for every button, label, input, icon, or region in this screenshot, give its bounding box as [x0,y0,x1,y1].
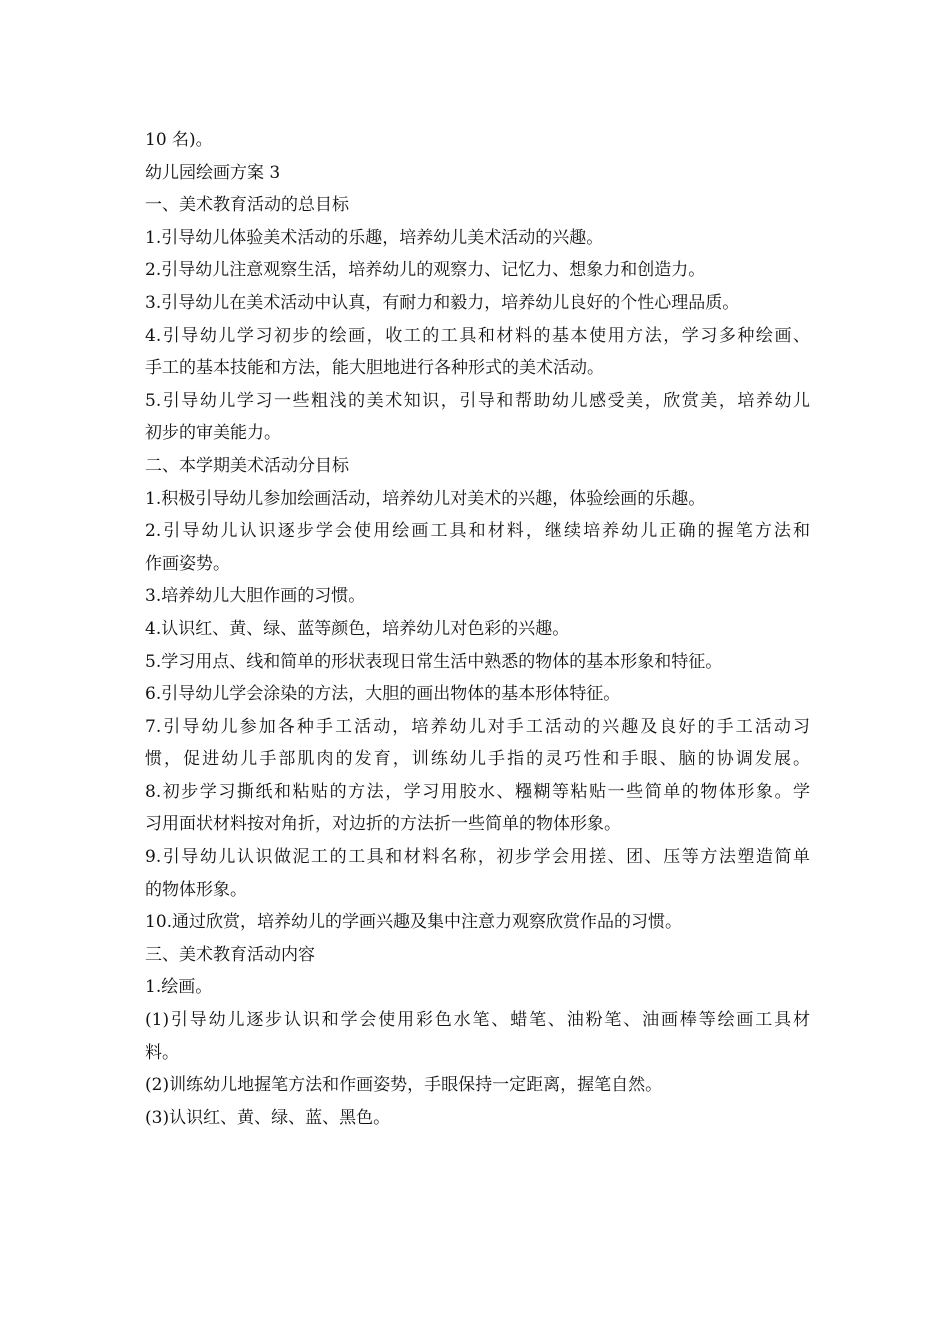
text-line: (1)引导幼儿逐步认识和学会使用彩色水笔、蜡笔、油粉笔、油画棒等绘画工具材 [145,1010,810,1031]
text-line: 幼儿园绘画方案 3 [145,162,281,183]
document-body [145,124,810,1134]
text-line: 料。 [145,1042,179,1063]
text-line: 一、美术教育活动的总目标 [145,195,349,216]
text-line: 9.引导幼儿认识做泥工的工具和材料名称，初步学会用搓、团、压等方法塑造简单 [145,847,810,868]
text-line: 初步的审美能力。 [145,423,281,444]
text-line: 1.积极引导幼儿参加绘画活动，培养幼儿对美术的兴趣，体验绘画的乐趣。 [145,488,706,509]
text-line: 1.绘画。 [145,977,213,998]
text-line: 三、美术教育活动内容 [145,944,315,965]
text-line: 3.引导幼儿在美术活动中认真，有耐力和毅力，培养幼儿良好的个性心理品质。 [145,292,740,313]
text-line: 的物体形象。 [145,879,247,900]
text-line: 作画姿势。 [145,553,230,574]
text-line: 4.引导幼儿学习初步的绘画，收工的工具和材料的基本使用方法，学习多种绘画、 [145,325,810,346]
text-line: 8.初步学习撕纸和粘贴的方法，学习用胶水、糨糊等粘贴一些简单的物体形象。学 [145,781,810,802]
text-line: 10 名)。 [145,130,213,150]
text-line: (2)训练幼儿地握笔方法和作画姿势，手眼保持一定距离，握笔自然。 [145,1075,663,1096]
text-line: 4.认识红、黄、绿、蓝等颜色，培养幼儿对色彩的兴趣。 [145,618,570,639]
text-line: 二、本学期美术活动分目标 [145,455,349,476]
text-line: 手工的基本技能和方法，能大胆地进行各种形式的美术活动。 [145,358,604,379]
text-line: 惯，促进幼儿手部肌肉的发育，训练幼儿手指的灵巧性和手眼、脑的协调发展。 [145,749,810,770]
text-line: 7.引导幼儿参加各种手工活动，培养幼儿对手工活动的兴趣及良好的手工活动习 [145,716,810,737]
text-line: 习用面状材料按对角折，对边折的方法折一些简单的物体形象。 [145,814,621,835]
text-line: 1.引导幼儿体验美术活动的乐趣，培养幼儿美术活动的兴趣。 [145,227,604,248]
text-line: 5.学习用点、线和简单的形状表现日常生活中熟悉的物体的基本形象和特征。 [145,651,723,672]
text-line: 5.引导幼儿学习一些粗浅的美术知识，引导和帮助幼儿感受美，欣赏美，培养幼儿 [145,390,810,411]
text-line: 2.引导幼儿认识逐步学会使用绘画工具和材料，继续培养幼儿正确的握笔方法和 [145,521,810,542]
text-line: 2.引导幼儿注意观察生活，培养幼儿的观察力、记忆力、想象力和创造力。 [145,260,706,281]
text-line: 10.通过欣赏，培养幼儿的学画兴趣及集中注意力观察欣赏作品的习惯。 [145,912,683,933]
text-line: (3)认识红、黄、绿、蓝、黑色。 [145,1107,391,1128]
text-line: 6.引导幼儿学会涂染的方法，大胆的画出物体的基本形体特征。 [145,684,621,705]
text-line: 3.培养幼儿大胆作画的习惯。 [145,586,366,607]
